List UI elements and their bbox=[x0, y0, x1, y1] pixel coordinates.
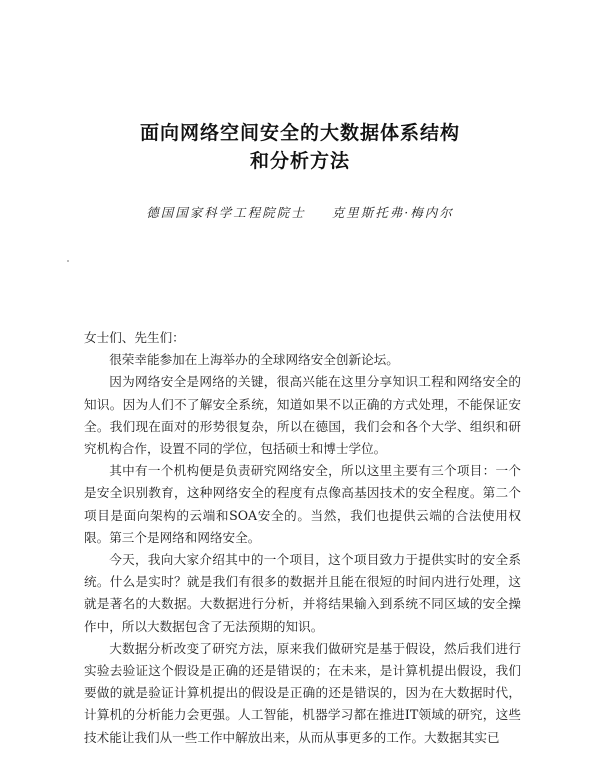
salutation: 女士们、先生们： bbox=[84, 330, 185, 345]
paragraph: 今天，我向大家介绍其中的一个项目，这个项目致力于提供实时的安全系统。什么是实时？就是我们有很多的数据并且能在很短的时间内进行处理，这就是著名的大数据。大数据进行分析，并将结果输入到系统不同区域的安全操作中，所以大数据包含了无法预期的知识。 bbox=[84, 552, 521, 634]
title-line-1: 面向网络空间安全的大数据体系结构 bbox=[139, 122, 460, 144]
paragraph: 其中有一个机构便是负责研究网络安全，所以这里主要有三个项目：一个是安全识别教育，这种网络安全的程度有点像高基因技术的安全程度。第二个项目是面向架构的云端和SOA安全的。当然，我们也提供云端的合法使用权限。第三个是网络和网络安全。 bbox=[84, 463, 521, 545]
paragraph: 因为网络安全是网络的关键，很高兴能在这里分享知识工程和网络安全的知识。因为人们不了解安全系统，知道如果不以正确的方式处理，不能保证安全。我们现在面对的形势很复杂，所以在德国，我们会和各个大学、组织和研究机构合作，设置不同的学位，包括硕士和博士学位。 bbox=[84, 374, 521, 457]
byline bbox=[0, 203, 600, 221]
author-affiliation: 德国国家科学工程院院士 bbox=[146, 205, 306, 220]
paragraph: 很荣幸能参加在上海举办的全球网络安全创新论坛。 bbox=[109, 352, 399, 368]
body-text bbox=[84, 327, 521, 749]
title-line-2: 和分析方法 bbox=[249, 150, 350, 172]
author-name: 克里斯托弗·梅内尔 bbox=[331, 205, 454, 220]
paragraph: 大数据分析改变了研究方法，原来我们做研究是基于假设，然后我们进行实验去验证这个假设是正确的还是错误的；在未来，是计算机提出假设，我们要做的就是验证计算机提出的假设是正确的还是错误的，因为在大数据时代，计算机的分析能力会更强。人工智能，机器学习都在推进IT领域的研究，这些技术能让我们从一些工作中解放出来，从而从事更多的工作。大数据其实已 bbox=[84, 640, 521, 745]
scan-speck bbox=[67, 260, 69, 262]
